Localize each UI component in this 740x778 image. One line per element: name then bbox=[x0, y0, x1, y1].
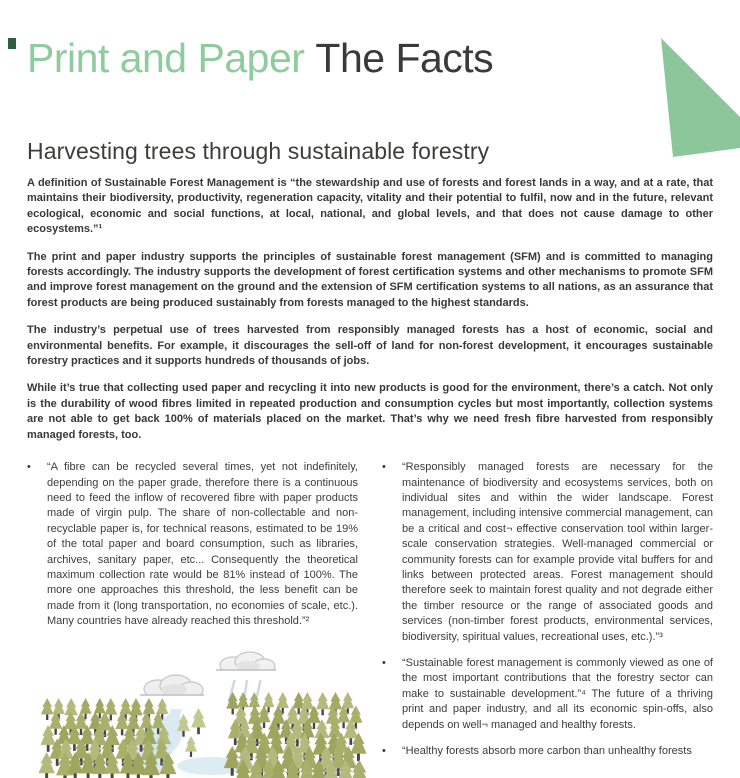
right-column bbox=[382, 460, 713, 773]
corner-accent-mark bbox=[8, 38, 16, 49]
intro-paragraphs bbox=[27, 176, 713, 443]
tree-cluster bbox=[224, 692, 369, 778]
tree-icon bbox=[226, 692, 239, 714]
tree-icon bbox=[185, 736, 197, 757]
list-item bbox=[382, 656, 713, 733]
list-item bbox=[382, 460, 713, 645]
bullet-text-healthy-forests: “Healthy forests absorb more carbon than unhealthy forests bbox=[402, 745, 692, 757]
paragraph-perpetual-use: The industry’s perpetual use of trees harvested from responsibly managed forests has a host of economic, social and environmental benefits. For example, it discourages the sell-off of land for non-forest development, it encourages sustainable forestry practices and it supports hundreds of thousands of jobs. bbox=[27, 324, 713, 368]
bullet-icon: • bbox=[382, 461, 386, 474]
bullet-text-sfm-development: “Sustainable forest management is commonly viewed as one of the most important contributions that the forestry sector can make to sustainable development.”⁴ The future of a thriving print and paper industry, and all its economic spin-offs, also depends on well¬ managed and healthy forests. bbox=[402, 656, 713, 731]
forest-illustration bbox=[39, 644, 359, 774]
bullet-icon: • bbox=[382, 656, 386, 669]
page-title-accent: Print and Paper bbox=[27, 35, 305, 81]
bullet-text-fibre-recycling: “A fibre can be recycled several times, yet not indefinitely, depending on the paper grade, therefore there is a continuous need to feed the inflow of recovered fibre with paper products made of virgin pulp. The share of non-collectable and non-recyclable paper is, for technical reasons, estimated to be 19% of the total paper and board consumption, such as libraries, archives, sanitary paper, etc... Consequently the theoretical maximum collection rate would be 81% instead of 100%. The more one approaches this threshold, the less benefit can be made from it (long transportation, no economies of scale, etc.). Many countries have already reached this threshold.”² bbox=[47, 461, 358, 628]
bullet-icon: • bbox=[382, 745, 386, 757]
paragraph-recycling-catch: While it’s true that collecting used paper and recycling it into new products is good for the environment, there’s a catch. Not only is the durability of wood fibres limited in repeated production and consumption cycles but most importantly, collection systems are not able to get back 100% of materials placed on the market. That’s why we need fresh fibre harvested from responsibly managed forests, too. bbox=[27, 382, 713, 441]
two-column-section bbox=[27, 460, 713, 773]
bullet-text-responsibly-managed: “Responsibly managed forests are necessary for the maintenance of biodiversity and ecosystems services, both on individual sites and within the wider landscape. Forest management, including intensive commercial management, can be a critical and cost¬ effective conservation tool within larger-scale conservation strategies. Well-managed commercial or community forests can for example provide vital buffers for and links between protected areas. Forest management should therefore seek to maintain forest quality and not degrade either the timber resource or the range of associated goods and services (non-timber forest products, environmental services, biodiversity, spiritual values, recreational uses, etc.).”³ bbox=[402, 461, 713, 643]
page-title-rest: The Facts bbox=[315, 35, 494, 81]
left-column bbox=[27, 460, 358, 773]
document-page bbox=[0, 35, 740, 778]
page-title bbox=[27, 35, 713, 81]
tree-icon bbox=[191, 708, 206, 734]
paragraph-industry-sfm: The print and paper industry supports the principles of sustainable forest management (SFM) and is committed to managing forests accordingly. The industry supports the development of forest certification systems and other mechanisms to promote SFM and improve forest management on the ground and the extension of SFM certification systems to all nations, as an assurance that forest products are being produced sustainably from forests managed to the highest standards. bbox=[27, 250, 713, 309]
cloud-icon bbox=[212, 652, 280, 680]
corner-triangle-graphic bbox=[628, 38, 740, 160]
bullet-icon: • bbox=[27, 461, 31, 474]
tree-icon bbox=[41, 698, 54, 720]
paragraph-definition: A definition of Sustainable Forest Management is “the stewardship and use of forests and forest lands in a way, and at a rate, that maintains their biodiversity, productivity, regeneration capacity, vitality and their potential to fulfil, now and in the future, relevant ecological, economic and social functions, at local, national, and global levels, and that does not cause damage to other ecosystems.”¹ bbox=[27, 177, 713, 236]
list-item bbox=[27, 460, 358, 629]
list-item bbox=[382, 744, 713, 759]
section-heading: Harvesting trees through sustainable forestry bbox=[27, 138, 490, 164]
tree-icon bbox=[316, 692, 329, 715]
